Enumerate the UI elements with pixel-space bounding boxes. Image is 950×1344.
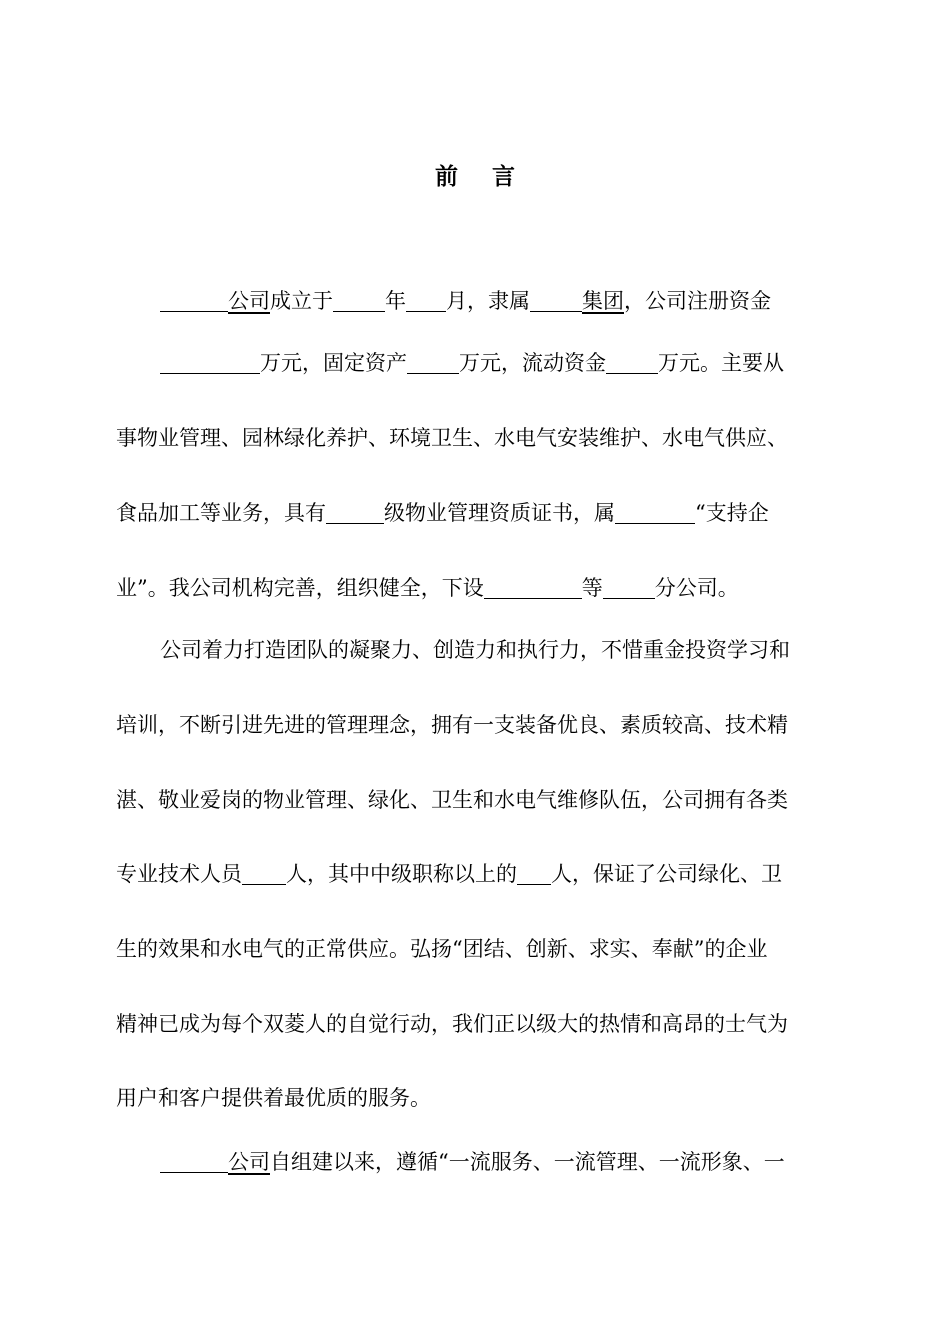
- blank-fixed-assets: [407, 352, 459, 374]
- paragraph-2-line-4: 专业技术人员 人，其中中级职称以上的 人，保证了公司绿化、卫: [116, 862, 782, 886]
- blank-group-name: [530, 290, 582, 312]
- paragraph-1-line-2: 万元，固定资产 万元，流动资金 万元。主要从: [160, 347, 836, 379]
- blank-qualification-level: [326, 502, 384, 524]
- group-label: 集团: [582, 289, 624, 313]
- paragraph-2-line-3: 湛、敬业爱岗的物业管理、绿化、卫生和水电气维修队伍，公司拥有各类: [116, 788, 788, 812]
- paragraph-2-line-1: 公司着力打造团队的凝聚力、创造力和执行力，不惜重金投资学习和: [160, 638, 790, 662]
- blank-branches: [484, 577, 582, 599]
- blank-month: [406, 290, 446, 312]
- blank-working-capital: [606, 352, 658, 374]
- company-label-2: 公司: [228, 1150, 270, 1174]
- page-title: 前言: [435, 163, 549, 190]
- blank-affiliation: [615, 502, 695, 524]
- paragraph-1-line-4: 食品加工等业务，具有 级物业管理资质证书，属 “支持企: [116, 501, 769, 525]
- blank-registered-capital: [160, 352, 260, 374]
- paragraph-1-line-3: 事物业管理、园林绿化养护、环境卫生、水电气安装维护、水电气供应、: [116, 426, 788, 450]
- paragraph-1-line-1: 公司成立于 年 月，隶属 集团，公司注册资金: [160, 285, 836, 317]
- paragraph-2-line-6: 精神已成为每个双菱人的自觉行动，我们正以级大的热情和高昂的士气为: [116, 1012, 788, 1036]
- blank-company-name-2: [160, 1151, 228, 1173]
- blank-company-name: [160, 290, 228, 312]
- company-label: 公司: [228, 289, 270, 313]
- paragraph-2-line-5: 生的效果和水电气的正常供应。弘扬“团结、创新、求实、奉献”的企业: [116, 937, 768, 961]
- paragraph-2-line-7: 用户和客户提供着最优质的服务。: [116, 1086, 431, 1110]
- blank-technical-staff-count: [242, 863, 286, 885]
- paragraph-2-line-2: 培训，不断引进先进的管理理念，拥有一支装备优良、素质较高、技术精: [116, 713, 788, 737]
- blank-branch-count: [603, 577, 655, 599]
- paragraph-3-line-1: 公司自组建以来，遵循“一流服务、一流管理、一流形象、一: [160, 1146, 836, 1178]
- blank-year: [333, 290, 385, 312]
- blank-senior-staff-count: [517, 863, 551, 885]
- paragraph-1-line-5: 业”。我公司机构完善，组织健全，下设 等 分公司。: [116, 576, 739, 600]
